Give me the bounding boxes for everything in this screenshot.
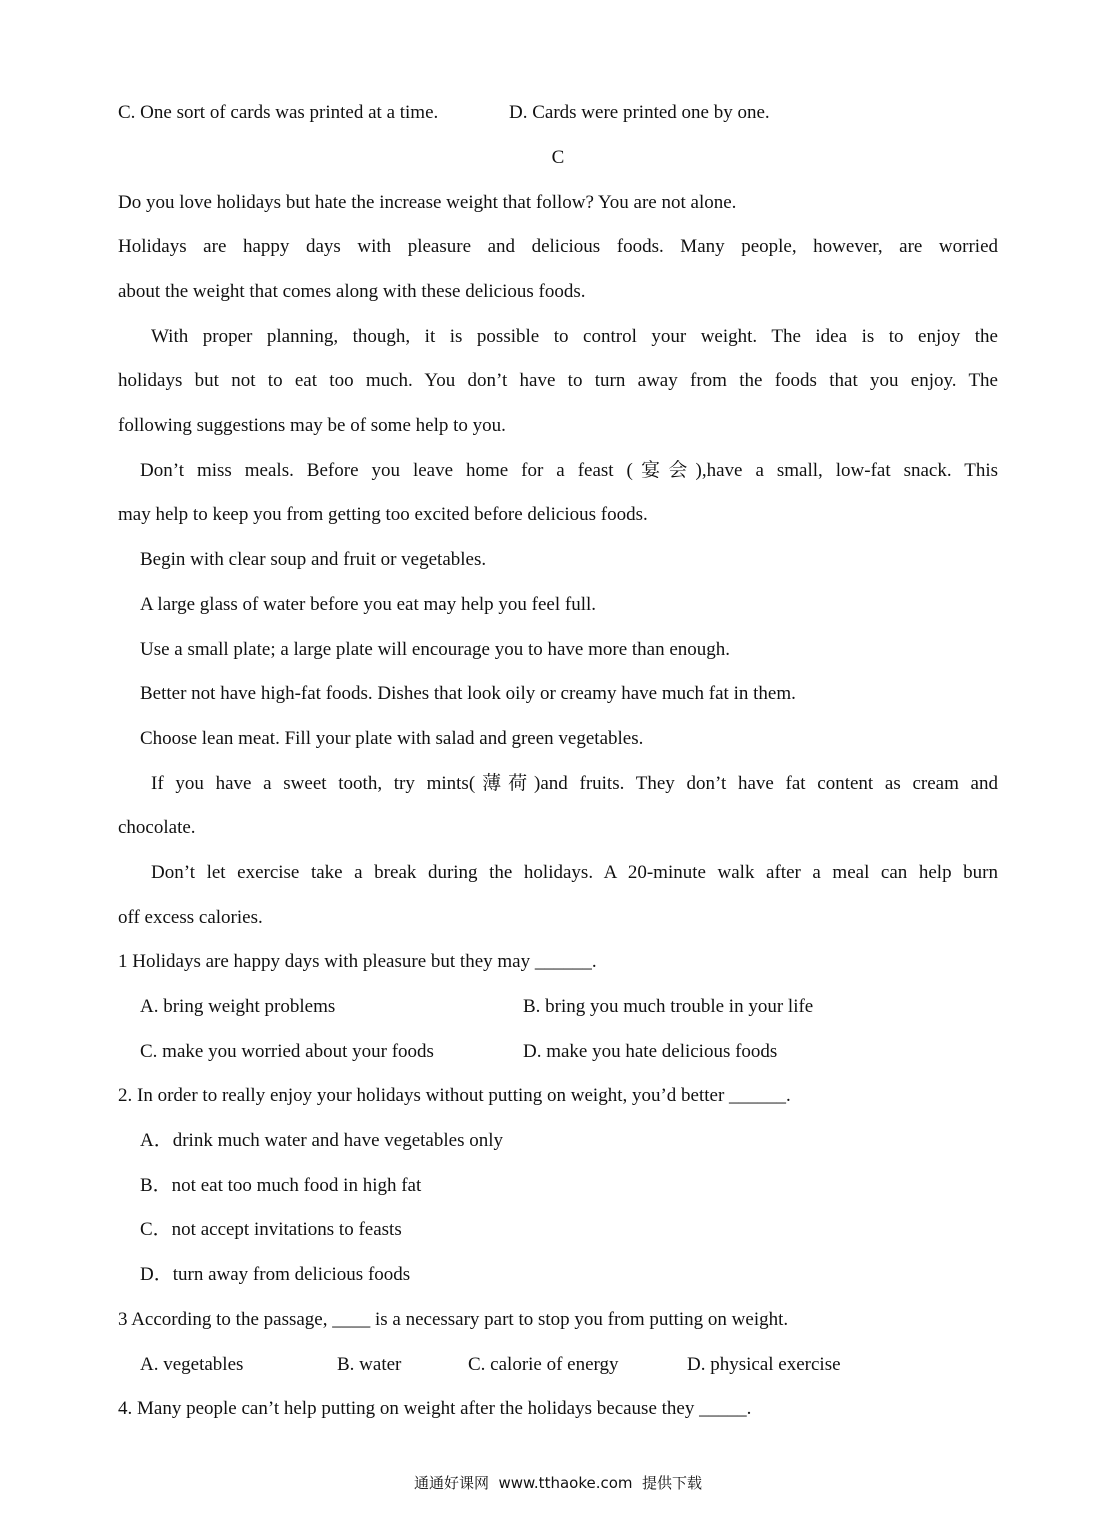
option-a: A. vegetables [140, 1354, 244, 1375]
section-label: C [551, 147, 565, 168]
question-stem: 2. In order to really enjoy your holidays without putting on weight, you’d better ______. [118, 1085, 791, 1106]
question-stem: 1 Holidays are happy days with pleasure but they may ______. [118, 951, 597, 972]
option-b: B. water [337, 1354, 402, 1375]
passage-line: chocolate. [118, 817, 196, 838]
option-b: B．not eat too much food in high fat [140, 1175, 422, 1196]
question-stem: 3 According to the passage, ____ is a necessary part to stop you from putting on weight. [118, 1309, 789, 1330]
option-a: A. bring weight problems [140, 996, 336, 1017]
suggestion-line: A large glass of water before you eat may help you feel full. [140, 594, 597, 615]
option-c-prev: C. One sort of cards was printed at a time. [118, 102, 439, 123]
passage-line: Don’t let exercise take a break during the holidays. A 20-minute walk after a meal can help burn [151, 862, 998, 883]
passage-line: Don’t miss meals. Before you leave home for a feast (宴会),have a small, low-fat snack. This [140, 460, 998, 481]
passage-line: about the weight that comes along with these delicious foods. [118, 281, 586, 302]
passage-line: Holidays are happy days with pleasure and delicious foods. Many people, however, are worried [118, 236, 998, 257]
passage-line: holidays but not to eat too much. You don’t have to turn away from the foods that you enjoy. The [118, 370, 998, 391]
suggestion-line: Begin with clear soup and fruit or vegetables. [140, 549, 487, 570]
option-d: D. physical exercise [687, 1354, 841, 1375]
passage-line: off excess calories. [118, 907, 263, 928]
question-stem: 4. Many people can’t help putting on weight after the holidays because they _____. [118, 1398, 752, 1419]
passage-line: may help to keep you from getting too excited before delicious foods. [118, 504, 648, 525]
option-d-prev: D. Cards were printed one by one. [509, 102, 770, 123]
option-d: D．turn away from delicious foods [140, 1264, 411, 1285]
passage-line: following suggestions may be of some help to you. [118, 415, 506, 436]
suggestion-line: Use a small plate; a large plate will encourage you to have more than enough. [140, 639, 731, 660]
option-c: C．not accept invitations to feasts [140, 1219, 402, 1240]
page-footer: 通通好课网 www.tthaoke.com 提供下载 [413, 1474, 703, 1492]
option-d: D. make you hate delicious foods [523, 1041, 778, 1062]
option-b: B. bring you much trouble in your life [523, 996, 814, 1017]
passage-line: If you have a sweet tooth, try mints(薄荷)and fruits. They don’t have fat content as cream and [151, 773, 998, 794]
option-c: C. calorie of energy [468, 1354, 619, 1375]
passage-line: With proper planning, though, it is possible to control your weight. The idea is to enjoy the [151, 326, 998, 347]
option-a: A．drink much water and have vegetables only [140, 1130, 503, 1151]
passage-line: Do you love holidays but hate the increase weight that follow? You are not alone. [118, 192, 737, 213]
suggestion-line: Better not have high-fat foods. Dishes that look oily or creamy have much fat in them. [140, 683, 796, 704]
option-c: C. make you worried about your foods [140, 1041, 434, 1062]
suggestion-line: Choose lean meat. Fill your plate with salad and green vegetables. [140, 728, 644, 749]
